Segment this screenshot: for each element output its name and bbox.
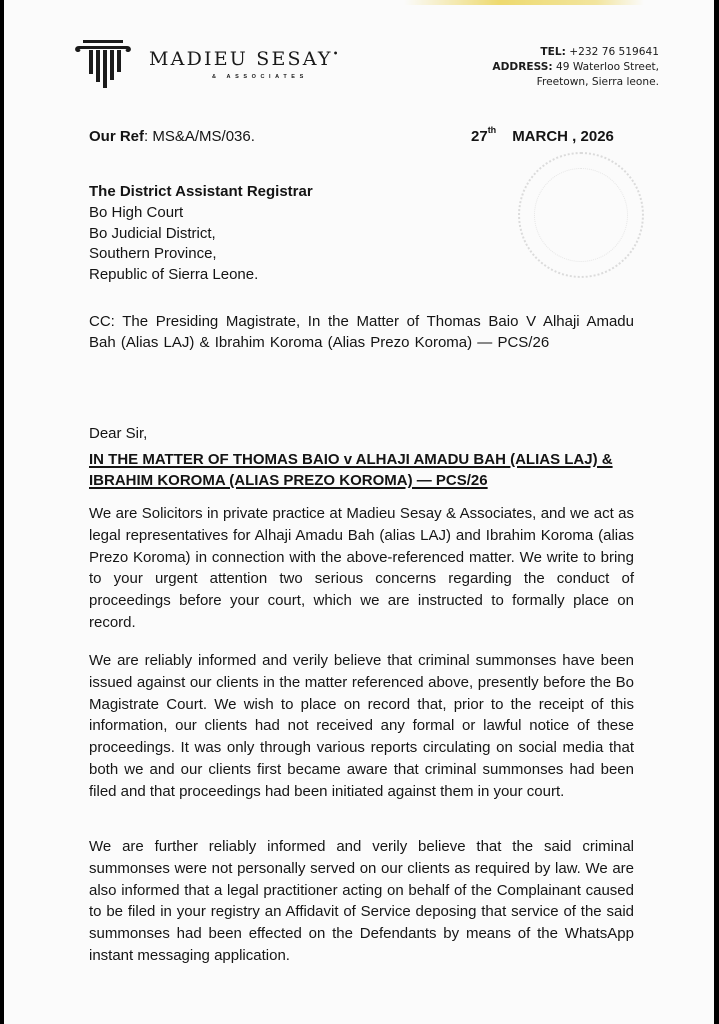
recipient-title: The District Assistant Registrar <box>89 183 313 200</box>
body-paragraph: We are reliably informed and verily believe that criminal summonses have been issued against our clients in the matter referenced above, presently before the Bo Magistrate Court. We wish to place on record that, prior to the receipt of this information, our clients had not received any formal or lawful notice of these proceedings. It was only through various reports circulating on social media that both we and our clients first became aware that criminal summonses had been filed and that proceedings had been initiated against them in your court. <box>89 652 634 800</box>
recipient-line: Southern Province, <box>89 245 217 263</box>
recipient-line: Bo Judicial District, <box>89 224 216 242</box>
firm-logo <box>72 38 372 88</box>
firm-contact <box>492 45 659 90</box>
body-paragraph: We are Solicitors in private practice at Madieu Sesay & Associates, and we act as legal representatives for Alhaji Amadu Bah (alias LAJ) and Ibrahim Koroma (alias Prezo Koroma) in connection with the above-referenced matter. We write to bring to your urgent attention two serious concerns regarding the conduct of proceedings before your court, which we are instructed to formally place on record. <box>89 505 634 631</box>
faint-stamp-icon <box>518 152 644 278</box>
firm-name-mark: • <box>332 49 339 60</box>
ionic-column-icon <box>72 38 132 88</box>
subject-heading: IN THE MATTER OF THOMAS BAIO v ALHAJI AMADU BAH (ALIAS LAJ) & IBRAHIM KOROMA (ALIAS PREZO KOROMA) — PCS/26 <box>89 451 613 489</box>
firm-subtitle: & ASSOCIATES <box>212 74 308 80</box>
letter-page <box>4 0 714 1024</box>
cc-line: CC: The Presiding Magistrate, In the Matter of Thomas Baio V Alhaji Amadu Bah (Alias LAJ) & Ibrahim Koroma (Alias Prezo Koroma) — PCS/26 <box>89 313 634 352</box>
recipient-line: Republic of Sierra Leone. <box>89 266 259 284</box>
salutation: Dear Sir, <box>89 425 148 442</box>
recipient-line: Bo High Court <box>89 203 184 221</box>
firm-name: MADIEU SESAY• <box>149 48 339 70</box>
address-line-1: ADDRESS: 49 Waterloo Street, <box>492 61 659 73</box>
body-paragraph: We are further reliably informed and verily believe that the said criminal summonses were not personally served on our clients as required by law. We are also informed that a legal practitioner acting on behalf of the Complainant caused to be filed in your registry an Affidavit of Service deposing that service of the said summonses had been effected on the Defendants by means of the WhatsApp instant messaging application. <box>89 838 634 964</box>
letter-date: 27th MARCH , 2026 <box>471 125 614 145</box>
reference-number: Our Ref: MS&A/MS/036. <box>89 128 255 145</box>
recipient-address <box>89 182 313 286</box>
tel-line: TEL: +232 76 519641 <box>540 46 659 58</box>
paper-smudge <box>404 0 644 5</box>
address-line-2: Freetown, Sierra leone. <box>536 76 659 88</box>
